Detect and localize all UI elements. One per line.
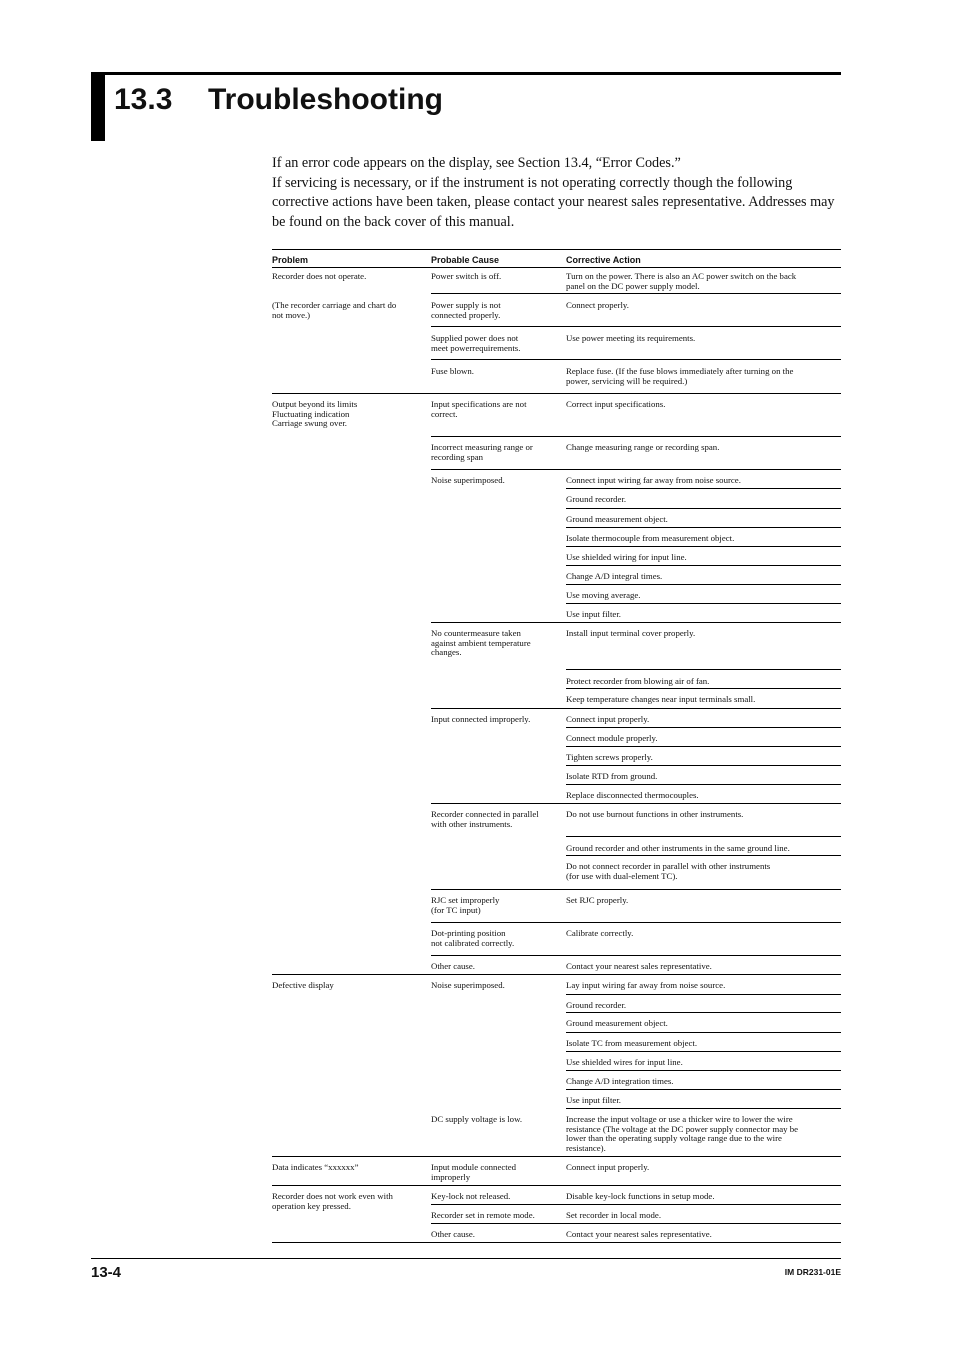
action-cell: Increase the input voltage or use a thicker wire to lower the wire resistance (The voltage at the DC power supply connector may be lower than the operating supply voltage range due to the wire resistance). — [566, 1114, 799, 1153]
action-rule — [566, 836, 841, 837]
action-cell: Keep temperature changes near input terminals small. — [566, 694, 756, 704]
section-heading — [114, 80, 443, 120]
cause-cell: Input connected improperly. — [431, 714, 531, 724]
cause-cell: Input specifications are not correct. — [431, 399, 527, 419]
action-cell: Use shielded wiring for input line. — [566, 552, 687, 562]
action-cell: Connect input properly. — [566, 1162, 650, 1172]
action-cell: Isolate thermocouple from measurement object. — [566, 533, 735, 543]
cause-cell: Power supply is not connected properly. — [431, 300, 501, 320]
column-header-action: Corrective Action — [566, 255, 641, 265]
action-cell: Set RJC properly. — [566, 895, 629, 905]
cause-cell: Dot-printing position not calibrated correctly. — [431, 928, 515, 948]
intro-paragraph: If servicing is necessary, or if the instrument is not operating correctly though the following corrective actions have been taken, please contact your nearest sales representative. Addresses may be found on the back cover of this manual. — [272, 174, 835, 230]
problem-cell: Recorder does not operate. — [272, 271, 367, 281]
cause-rule — [431, 359, 841, 360]
action-rule — [566, 855, 841, 856]
action-rule — [566, 688, 841, 689]
action-cell: Install input terminal cover properly. — [566, 628, 696, 638]
cause-cell: Other cause. — [431, 1229, 475, 1239]
action-rule — [566, 584, 841, 585]
action-cell: Disable key-lock functions in setup mode. — [566, 1191, 715, 1201]
cause-cell: Recorder connected in parallel with other instruments. — [431, 809, 539, 829]
cause-cell: Incorrect measuring range or recording span — [431, 442, 533, 462]
section-title: Troubleshooting — [208, 83, 443, 116]
action-rule — [566, 746, 841, 747]
action-cell: Replace disconnected thermocouples. — [566, 790, 699, 800]
action-cell: Protect recorder from blowing air of fan. — [566, 676, 710, 686]
cause-rule — [431, 1204, 841, 1205]
action-cell: Calibrate correctly. — [566, 928, 634, 938]
cause-cell: Noise superimposed. — [431, 980, 505, 990]
cause-cell: DC supply voltage is low. — [431, 1114, 523, 1124]
cause-rule — [431, 922, 841, 923]
action-cell: Contact your nearest sales representative. — [566, 1229, 712, 1239]
action-rule — [566, 527, 841, 528]
action-cell: Change A/D integral times. — [566, 571, 663, 581]
action-cell: Use moving average. — [566, 590, 641, 600]
table-bottom-rule — [272, 1242, 841, 1243]
action-cell: Tighten screws properly. — [566, 752, 653, 762]
action-cell: Correct input specifications. — [566, 399, 666, 409]
action-cell: Replace fuse. (If the fuse blows immediately after turning on the power, servicing will be required.) — [566, 366, 794, 386]
cause-rule — [431, 326, 841, 327]
title-rule — [105, 72, 841, 75]
cause-cell: Other cause. — [431, 961, 475, 971]
action-cell: Set recorder in local mode. — [566, 1210, 662, 1220]
cause-cell: Key-lock not released. — [431, 1191, 511, 1201]
column-header-problem: Problem — [272, 255, 309, 265]
cause-rule — [431, 803, 841, 804]
action-cell: Change A/D integration times. — [566, 1076, 674, 1086]
cause-rule — [431, 955, 841, 956]
action-rule — [566, 994, 841, 995]
cause-cell: Supplied power does not meet powerrequirements. — [431, 333, 521, 353]
action-cell: Ground measurement object. — [566, 514, 668, 524]
action-cell: Isolate TC from measurement object. — [566, 1038, 698, 1048]
intro-paragraph: If an error code appears on the display, see Section 13.4, “Error Codes.” — [272, 155, 681, 171]
action-rule — [566, 1012, 841, 1013]
action-cell: Connect input properly. — [566, 714, 650, 724]
action-cell: Use input filter. — [566, 609, 621, 619]
action-rule — [566, 565, 841, 566]
action-cell: Connect input wiring far away from noise source. — [566, 475, 741, 485]
problem-cell: Output beyond its limits Fluctuating indication Carriage swung over. — [272, 399, 358, 429]
action-cell: Ground recorder. — [566, 494, 627, 504]
action-cell: Connect properly. — [566, 300, 629, 310]
action-cell: Ground recorder and other instruments in the same ground line. — [566, 843, 790, 853]
cause-cell: Noise superimposed. — [431, 475, 505, 485]
action-rule — [566, 488, 841, 489]
action-cell: Contact your nearest sales representative. — [566, 961, 712, 971]
action-rule — [566, 669, 841, 670]
action-cell: Connect module properly. — [566, 733, 658, 743]
action-cell: Use input filter. — [566, 1095, 621, 1105]
cause-cell: No countermeasure taken against ambient temperature changes. — [431, 628, 531, 658]
table-top-rule — [272, 249, 841, 250]
cause-cell: Fuse blown. — [431, 366, 475, 376]
action-cell: Change measuring range or recording span. — [566, 442, 720, 452]
cause-cell: Recorder set in remote mode. — [431, 1210, 535, 1220]
problem-cell: Recorder does not work even with operation key pressed. — [272, 1191, 393, 1211]
footer-rule — [91, 1258, 841, 1259]
action-rule — [566, 546, 841, 547]
action-rule — [566, 603, 841, 604]
document-id: IM DR231-01E — [784, 1267, 841, 1277]
action-rule — [566, 784, 841, 785]
action-rule — [566, 508, 841, 509]
cause-cell: Input module connected improperly — [431, 1162, 517, 1182]
group-rule — [272, 1156, 841, 1157]
action-rule — [566, 1108, 841, 1109]
cause-cell: Power switch is off. — [431, 271, 502, 281]
action-cell: Do not use burnout functions in other instruments. — [566, 809, 744, 819]
group-rule — [272, 1185, 841, 1186]
action-rule — [566, 1032, 841, 1033]
group-rule — [272, 974, 841, 975]
cause-cell: RJC set improperly (for TC input) — [431, 895, 500, 915]
group-rule — [272, 393, 841, 394]
action-rule — [566, 727, 841, 728]
cause-rule — [431, 889, 841, 890]
cause-rule — [431, 708, 841, 709]
action-cell: Use shielded wires for input line. — [566, 1057, 683, 1067]
action-cell: Use power meeting its requirements. — [566, 333, 696, 343]
action-cell: Do not connect recorder in parallel with other instruments (for use with dual-element TC). — [566, 861, 771, 881]
action-cell: Isolate RTD from ground. — [566, 771, 658, 781]
section-marker-bar — [91, 72, 105, 141]
action-rule — [566, 1051, 841, 1052]
cause-rule — [431, 293, 841, 294]
intro-text — [272, 154, 842, 232]
problem-cell: (The recorder carriage and chart do not move.) — [272, 300, 397, 320]
cause-rule — [431, 1223, 841, 1224]
section-number: 13.3 — [114, 83, 173, 116]
action-cell: Lay input wiring far away from noise source. — [566, 980, 726, 990]
problem-cell: Defective display — [272, 980, 334, 990]
column-header-cause: Probable Cause — [431, 255, 500, 265]
action-cell: Turn on the power. There is also an AC power switch on the back panel on the DC power supply model. — [566, 271, 797, 291]
cause-rule — [431, 469, 841, 470]
problem-cell: Data indicates “xxxxxx” — [272, 1162, 359, 1172]
action-rule — [566, 765, 841, 766]
cause-rule — [431, 622, 841, 623]
action-rule — [566, 1070, 841, 1071]
action-rule — [566, 1089, 841, 1090]
action-cell: Ground recorder. — [566, 1000, 627, 1010]
page-number: 13-4 — [91, 1264, 122, 1281]
action-cell: Ground measurement object. — [566, 1018, 668, 1028]
cause-rule — [431, 436, 841, 437]
header-rule — [272, 267, 841, 268]
